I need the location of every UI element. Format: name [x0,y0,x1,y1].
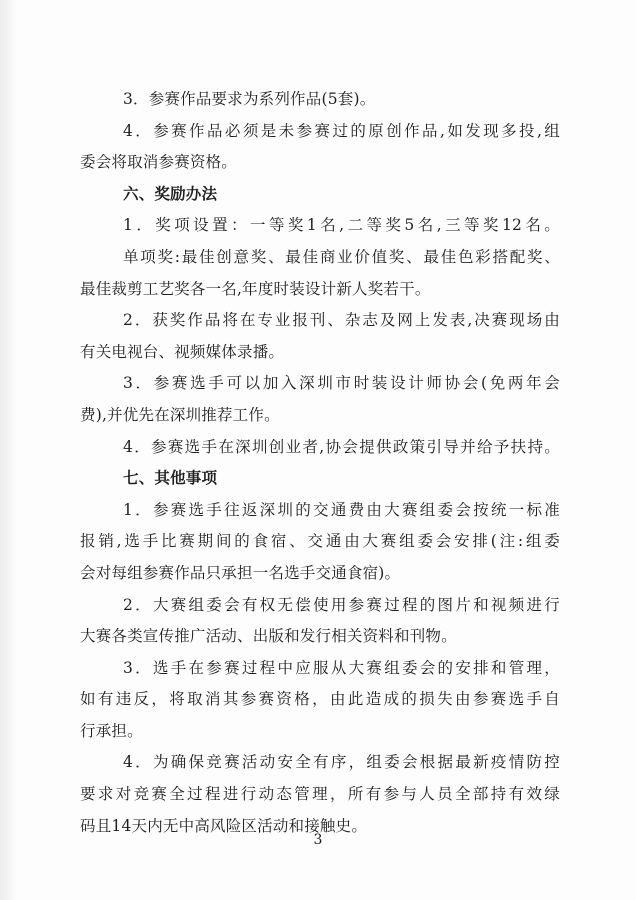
paragraph-line: 1．奖项设置：一等奖1名,二等奖5名,三等奖12名。 [123,216,560,235]
paragraph-line: 4．参赛选手在深圳创业者,协会提供政策引导并给予扶持。 [123,437,560,456]
paragraph-line: 4．参赛作品必须是未参赛过的原创作品,如发现多投,组 [123,121,560,140]
page-number: 3 [313,832,323,848]
document-body [80,84,560,842]
paragraph-line: 4．为确保竞赛活动安全有序，组委会根据最新疫情防控 [123,753,560,772]
paragraph-line: 最佳裁剪工艺奖各一名,年度时装设计新人奖若干。 [80,279,431,298]
paragraph-line: 要求对竞赛全过程进行动态管理，所有参与人员全部持有效绿 [80,785,560,804]
paragraph-line: 报销,选手比赛期间的食宿、交通由大赛组委会安排(注:组委 [80,532,560,551]
paragraph-line: 1．参赛选手往返深圳的交通费由大赛组委会按统一标准 [123,500,560,519]
paragraph-line: 行承担。 [80,721,143,740]
paragraph-line: 大赛各类宣传推广活动、出版和发行相关资料和刊物。 [80,627,457,646]
paragraph-line: 码且14天内无中高风险区活动和接触史。 [80,816,368,835]
section-heading: 七、其他事项 [123,469,218,488]
paragraph-line: 会对每组参赛作品只承担一名选手交通食宿)。 [80,563,401,582]
paragraph-line: 3．选手在参赛过程中应服从大赛组委会的安排和管理， [123,658,560,677]
paragraph-line: 3．参赛作品要求为系列作品(5套)。 [123,90,376,108]
paragraph-line: 有关电视台、视频媒体录播。 [80,342,285,361]
paragraph-line: 如有违反，将取消其参赛资格，由此造成的损失由参赛选手自 [80,690,560,709]
paragraph-line: 费),并优先在深圳推荐工作。 [80,405,280,424]
section-heading: 六、奖励办法 [123,184,218,203]
paragraph-line: 委会将取消参赛资格。 [80,153,238,172]
paragraph-line: 3．参赛选手可以加入深圳市时装设计师协会(免两年会 [123,374,560,393]
paragraph-line: 单项奖:最佳创意奖、最佳商业价值奖、最佳色彩搭配奖、 [123,247,560,266]
paragraph-line: 2．大赛组委会有权无偿使用参赛过程的图片和视频进行 [123,595,560,614]
page-fold-shadow [0,0,18,900]
paragraph-line: 2．获奖作品将在专业报刊、杂志及网上发表,决赛现场由 [123,311,560,330]
